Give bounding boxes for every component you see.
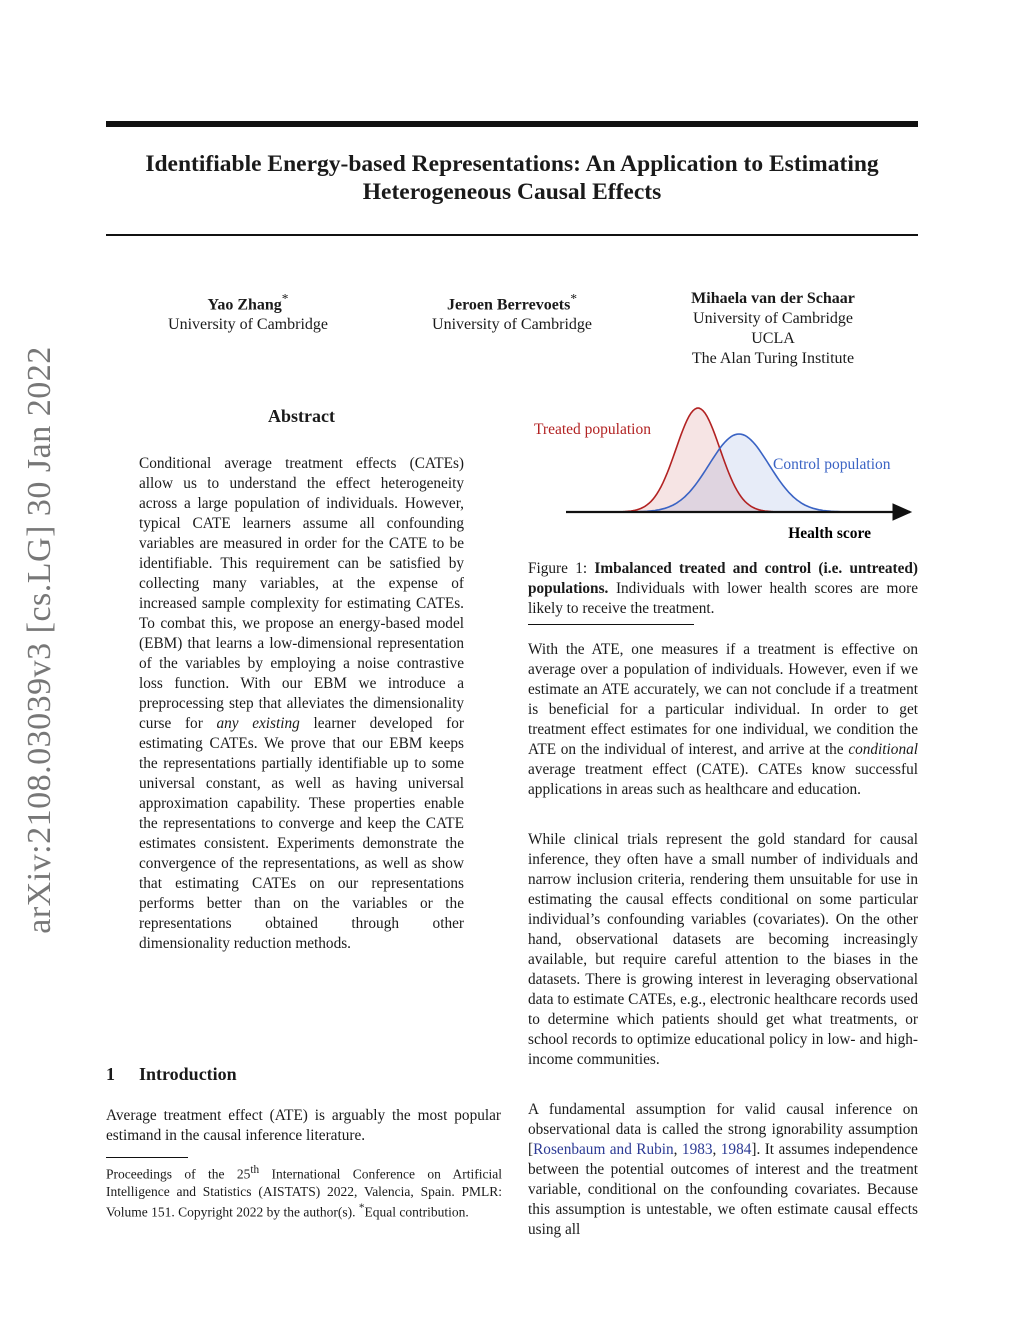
paper-title: Identifiable Energy-based Representations: An Application to Estimating Heterogeneous Causal Effects [145, 151, 879, 205]
footnote-text: International Conference on Artificial Intelligence and Statistics (AISTATS) 2022, Valencia, Spain. PMLR: Volume 151. Copyright 2022 by the author(s). [106, 1166, 502, 1219]
section-heading [106, 1064, 237, 1085]
author-block-3 [663, 289, 883, 369]
section-number: 1 [106, 1064, 115, 1084]
health-score-label: Health score [788, 525, 871, 542]
control-population-label: Control population [773, 456, 891, 473]
caption-text: Individuals with lower health scores are more likely to receive the treatment. [528, 580, 918, 617]
footnote-text: Proceedings of the 25 [106, 1166, 251, 1182]
equal-contribution-mark: * [281, 291, 289, 306]
paragraph-ignorability [528, 1100, 918, 1240]
author-affiliation: UCLA [751, 330, 795, 347]
abstract-text: learner developed for estimating CATEs. We prove that our EBM keeps the representations partially identifiable up to some universal constant, as well as having universal approximation capability. These properties enable the representations to converge and keep the CATE estimates consistent. Experiments demonstrate the convergence of the representations, as well as show that estimating CATEs on our representations performs better than on the variables or the representations obtained through other dimensionality reduction methods. [139, 715, 464, 952]
footnote-superscript: th [250, 1164, 260, 1176]
figure-caption [528, 559, 918, 619]
section-title: Introduction [139, 1064, 237, 1084]
author-affiliation: University of Cambridge [693, 310, 853, 327]
citation-separator: , [673, 1141, 682, 1158]
author-affiliation: The Alan Turing Institute [691, 350, 855, 367]
intro-paragraph: Average treatment effect (ATE) is arguably the most popular estimand in the causal inference literature. [106, 1107, 501, 1144]
citation-link[interactable]: Rosenbaum and Rubin [533, 1141, 674, 1158]
footnote-rule [106, 1157, 188, 1158]
author-name: Jeroen Berrevoets [446, 296, 571, 314]
arxiv-identifier: arXiv:2108.03039v3 [cs.LG] 30 Jan 2022 [21, 346, 58, 934]
abstract-body [139, 454, 464, 954]
author-block-1 [148, 289, 348, 335]
author-name: Mihaela van der Schaar [691, 290, 855, 307]
paragraph-text: A fundamental assumption for valid causal inference on observational data is called the strong ignorability assumption [ [528, 1101, 918, 1158]
paragraph-text: ]. It assumes independence between the potential outcomes of interest and the treatment variable, conditional on the confounding covariates. Because this assumption is untestable, we often estimate causal effects using all [528, 1141, 918, 1238]
paragraph-emphasis: conditional [848, 741, 918, 758]
paragraph-text: With the ATE, one measures if a treatment is effective on average over a population of individuals. However, even if we estimate an ATE accurately, we can not conclude if a treatment is beneficial for a particular individual. In order to get treatment effect estimates for one individual, we condition the ATE on the individual of interest, and arrive at the [528, 641, 918, 758]
paragraph-clinical-trials: While clinical trials represent the gold standard for causal inference, they often have a small number of individuals and narrow inclusion criteria, rendering them unsuitable for use in estimating the causal effects conditional on some particular individual’s confounding variables (covariates). On the other hand, observational datasets are becoming increasingly available, but require careful attention to the biases in the datasets. There is growing interest in leveraging observational data to estimate CATEs, e.g., electronic healthcare records used to determine which patients should get what treatments, or school records to optimize educational policy in low- and high-income communities. [528, 831, 918, 1068]
citation-separator: , [712, 1141, 721, 1158]
footnote-star: * [358, 1201, 365, 1214]
caption-title: Imbalanced treated and control (i.e. untreated) populations. [528, 560, 919, 597]
footnote-text: Equal contribution. [364, 1204, 469, 1219]
treated-population-label: Treated population [534, 421, 651, 438]
abstract-emphasis: any existing [216, 715, 300, 732]
title-top-rule [106, 121, 918, 127]
author-name: Yao Zhang [207, 296, 282, 314]
figure-1-distributions [528, 400, 918, 550]
paragraph-text: average treatment effect (CATE). CATEs know successful applications in areas such as healthcare and education. [528, 761, 918, 798]
citation-link[interactable]: 1983 [681, 1141, 713, 1158]
abstract-text: Conditional average treatment effects (CATEs) allow us to understand the effect heterogeneity across a large population of individuals. However, typical CATE learners assume all confounding variables are measured in order for the CATE to be identifiable. This requirement can be satisfied by collecting many variables, at the expense of increased sample complexity for estimating CATEs. To combat this, we propose an energy-based model (EBM) that learns a low-dimensional representation of the variables by employing a noise contrastive loss function. With our EBM we introduce a preprocessing step that alleviates the dimensionality curse for [139, 455, 464, 732]
abstract-heading: Abstract [268, 406, 335, 426]
author-affiliation: University of Cambridge [168, 316, 328, 334]
citation-link[interactable]: 1984 [720, 1141, 752, 1158]
title-bottom-rule [106, 234, 918, 236]
author-affiliation: University of Cambridge [432, 316, 592, 334]
footnote [106, 1162, 502, 1220]
caption-label: Figure 1: [528, 560, 588, 577]
equal-contribution-mark: * [570, 291, 578, 306]
caption-rule [528, 624, 694, 625]
author-block-2 [412, 289, 612, 335]
paragraph-ate [528, 640, 918, 800]
